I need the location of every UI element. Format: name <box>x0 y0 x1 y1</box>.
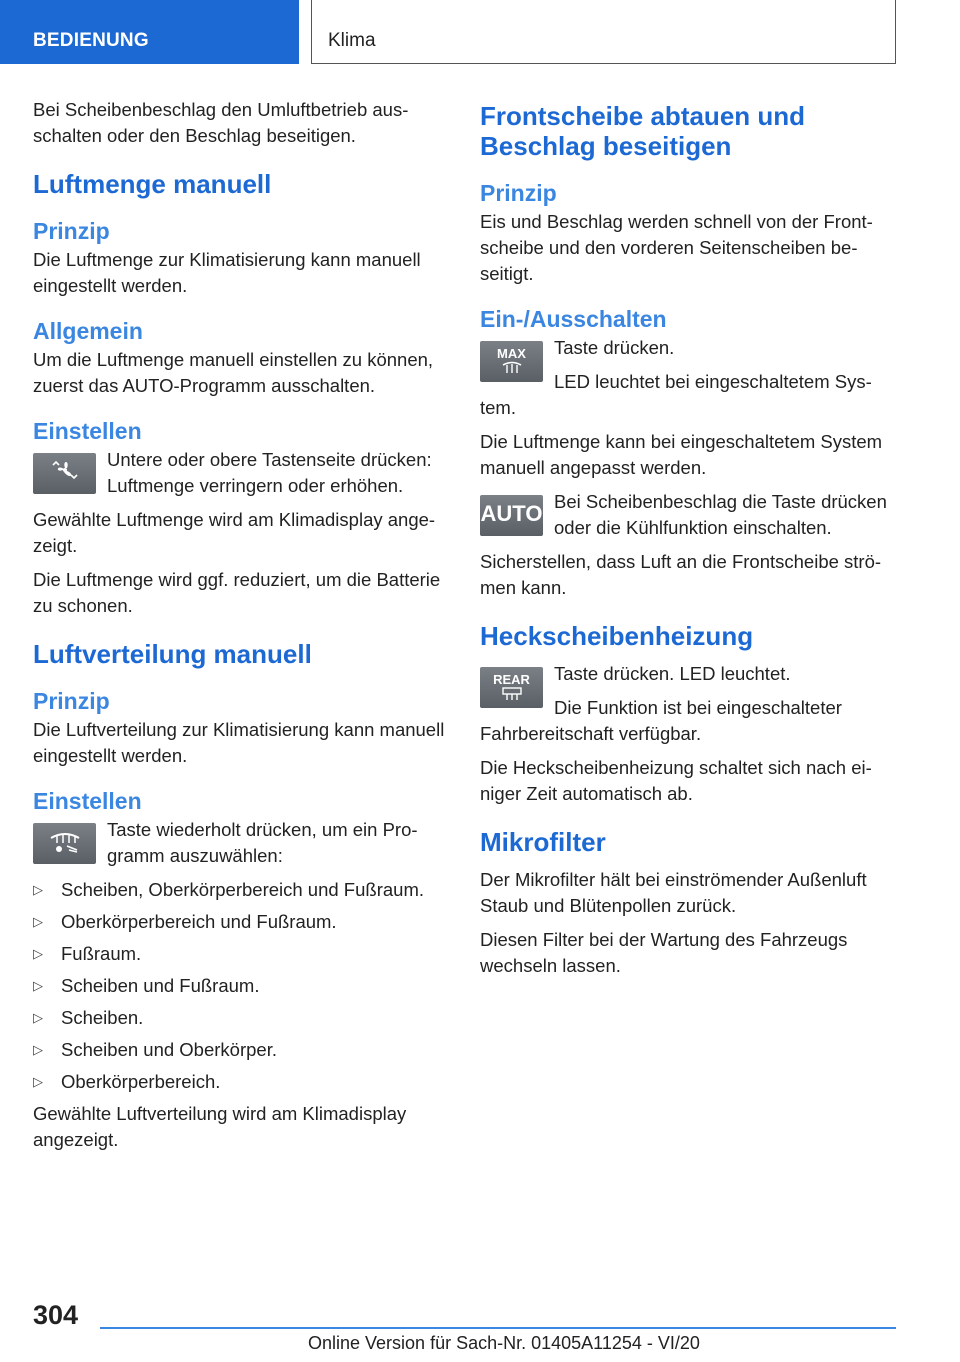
text-prinzip-2: Die Luftverteilung zur Klimatisierung kann manuell eingestellt werden. <box>33 719 445 766</box>
triangle-bullet-icon: ▷ <box>33 882 43 897</box>
right-column <box>480 97 896 987</box>
list-item: ▷ Scheiben, Oberkörperbereich und Fußraum. <box>33 877 453 903</box>
text-anzeige-luftmenge: Gewählte Luftmenge wird am Klimadisplay angezeigt. <box>33 509 436 556</box>
auto-row <box>480 489 896 541</box>
text-anzeige-luftverteilung: Gewählte Luftverteilung wird am Klimadisplay angezeigt. <box>33 1103 407 1150</box>
left-column <box>33 97 453 1161</box>
subheading-prinzip: Prinzip <box>33 218 110 244</box>
text-led-leuchtet: LED leuchtet bei eingeschaltetem System. <box>480 371 872 418</box>
text-taste-led: Taste drücken. LED leuchtet. <box>554 663 791 684</box>
chapter-title: Klima <box>311 0 896 64</box>
text-luftmenge-angepasst: Die Luftmenge kann bei eingeschaltetem System manuell angepasst werden. <box>480 431 883 478</box>
heading-luftverteilung: Luftverteilung manuell <box>33 639 312 669</box>
text-einstellen: Untere oder obere Tastenseite drücken: Luftmenge verringern oder erhöhen. <box>107 449 432 496</box>
rear-row <box>480 661 896 747</box>
list-item: ▷ Oberkörperbereich und Fußraum. <box>33 909 453 935</box>
intro-text: Bei Scheibenbeschlag den Umluftbetrieb ausschalten oder den Beschlag beseitigen. <box>33 99 409 146</box>
triangle-bullet-icon: ▷ <box>33 1042 43 1057</box>
fan-row <box>33 447 453 499</box>
text-funktion: Die Funktion ist bei eingeschalteter Fahrbereitschaft verfügbar. <box>480 697 842 744</box>
triangle-bullet-icon: ▷ <box>33 1010 43 1025</box>
section-tab: BEDIENUNG <box>0 0 299 64</box>
subheading-einstellen-2: Einstellen <box>33 788 142 814</box>
subheading-prinzip-2: Prinzip <box>33 688 110 714</box>
triangle-bullet-icon: ▷ <box>33 946 43 961</box>
list-item: ▷ Scheiben und Fußraum. <box>33 973 453 999</box>
text-scheibenbeschlag: Bei Scheibenbeschlag die Taste drücken oder die Kühlfunktion einschalten. <box>554 491 887 538</box>
auto-button-icon: AUTO <box>480 495 543 536</box>
heading-luftmenge: Luftmenge manuell <box>33 169 272 199</box>
triangle-bullet-icon: ▷ <box>33 978 43 993</box>
text-reduziert: Die Luftmenge wird ggf. reduziert, um die Batterie zu schonen. <box>33 569 441 616</box>
max-defrost-button-icon: MAX <box>480 341 543 382</box>
rear-defrost-button-icon: REAR <box>480 667 543 708</box>
list-item: ▷ Scheiben. <box>33 1005 453 1031</box>
heading-heckscheibenheizung: Heckscheibenheizung <box>480 621 754 651</box>
list-item: ▷ Scheiben und Oberkörper. <box>33 1037 453 1063</box>
text-allgemein: Um die Luftmenge manuell einstellen zu können, zuerst das AUTO-Programm ausschalten. <box>33 349 434 396</box>
heading-mikrofilter: Mikrofilter <box>480 827 606 857</box>
subheading-allgemein: Allgemein <box>33 318 143 344</box>
list-item: ▷ Fußraum. <box>33 941 453 967</box>
text-sicherstellen: Sicherstellen, dass Luft an die Frontscheibe strömen kann. <box>480 551 882 598</box>
airflow-button-icon <box>33 823 96 864</box>
text-mikrofilter-1: Der Mikrofilter hält bei einströmender Außenluft Staub und Blütenpollen zurück. <box>480 869 867 916</box>
bullet-list <box>33 877 453 1095</box>
subheading-einstellen: Einstellen <box>33 418 142 444</box>
text-prinzip-3: Eis und Beschlag werden schnell von der Frontscheibe und den vorderen Seitenscheiben beseitigt. <box>480 211 873 284</box>
subheading-ein-aus: Ein-/Ausschalten <box>480 306 667 332</box>
list-item: ▷ Oberkörperbereich. <box>33 1069 453 1095</box>
subheading-prinzip-3: Prinzip <box>480 180 557 206</box>
footer-text: Online Version für Sach-Nr. 01405A11254 - VI/20 <box>308 1333 700 1353</box>
text-taste-druecken: Taste drücken. <box>554 337 675 358</box>
triangle-bullet-icon: ▷ <box>33 1074 43 1089</box>
heading-frontscheibe: Frontscheibe abtauen und Beschlag beseitigen <box>480 101 806 161</box>
text-heck-abschalten: Die Heckscheibenheizung schaltet sich nach einiger Zeit automatisch ab. <box>480 757 872 804</box>
text-mikrofilter-2: Diesen Filter bei der Wartung des Fahrzeugs wechseln lassen. <box>480 929 848 976</box>
airflow-row <box>33 817 453 869</box>
text-prinzip: Die Luftmenge zur Klimatisierung kann manuell eingestellt werden. <box>33 249 421 296</box>
text-einstellen-2: Taste wiederholt drücken, um ein Programm auszuwählen: <box>107 819 418 866</box>
triangle-bullet-icon: ▷ <box>33 914 43 929</box>
max-row <box>480 335 896 421</box>
footer-divider <box>100 1327 896 1329</box>
page-number: 304 <box>33 1300 79 1330</box>
fan-button-icon <box>33 453 96 494</box>
